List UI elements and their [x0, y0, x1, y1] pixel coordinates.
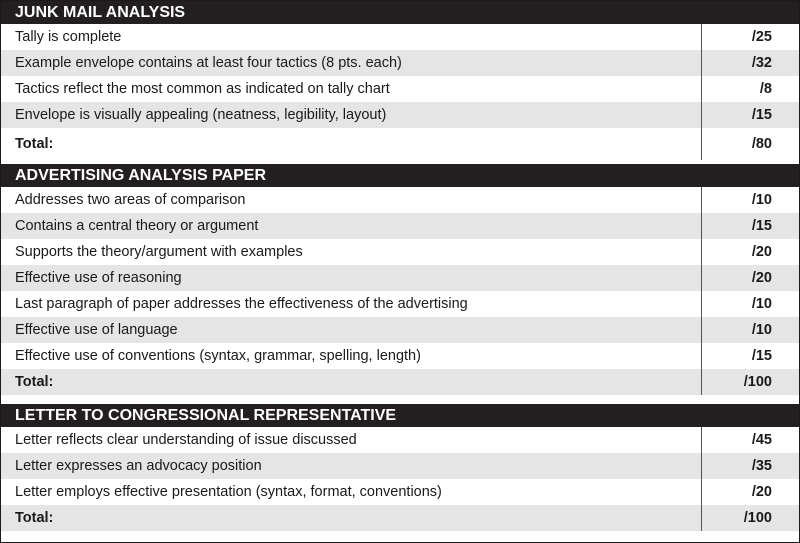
rubric-row [1, 50, 799, 76]
total-points: /100 [701, 369, 799, 395]
rubric-row [1, 343, 799, 369]
points-value: /35 [701, 453, 799, 479]
total-points: /80 [701, 128, 799, 160]
rubric-row [1, 24, 799, 50]
total-points: /100 [701, 505, 799, 531]
rubric-row [1, 291, 799, 317]
total-label: Total: [15, 510, 54, 526]
points-value: /20 [701, 239, 799, 265]
criterion-text: Tally is complete [15, 29, 122, 45]
points-value: /32 [701, 50, 799, 76]
criterion-text: Effective use of language [15, 322, 178, 338]
criterion-text: Contains a central theory or argument [15, 218, 259, 234]
criterion-text: Letter reflects clear understanding of issue discussed [15, 432, 357, 448]
rubric-row [1, 239, 799, 265]
criterion-text: Last paragraph of paper addresses the effectiveness of the advertising [15, 296, 468, 312]
rubric-row [1, 76, 799, 102]
rubric-row [1, 102, 799, 128]
total-row [1, 369, 799, 395]
total-row [1, 505, 799, 531]
section-title: LETTER TO CONGRESSIONAL REPRESENTATIVE [1, 404, 799, 427]
section-title: ADVERTISING ANALYSIS PAPER [1, 164, 799, 187]
rubric-row [1, 453, 799, 479]
rubric-row [1, 265, 799, 291]
points-value: /20 [701, 265, 799, 291]
criterion-text: Letter employs effective presentation (syntax, format, conventions) [15, 484, 442, 500]
rubric-row [1, 187, 799, 213]
criterion-text: Effective use of conventions (syntax, grammar, spelling, length) [15, 348, 421, 364]
points-value: /25 [701, 24, 799, 50]
section-letter-to-congressional-representative [1, 404, 799, 542]
rubric-row [1, 427, 799, 453]
criterion-text: Supports the theory/argument with examples [15, 244, 303, 260]
criterion-text: Example envelope contains at least four tactics (8 pts. each) [15, 55, 402, 71]
section-junk-mail-analysis [1, 1, 799, 164]
total-label: Total: [15, 136, 54, 152]
points-value: /15 [701, 213, 799, 239]
points-value: /10 [701, 291, 799, 317]
rubric-row [1, 213, 799, 239]
points-value: /8 [701, 76, 799, 102]
total-label: Total: [15, 374, 54, 390]
points-value: /10 [701, 187, 799, 213]
criterion-text: Letter expresses an advocacy position [15, 458, 262, 474]
points-value: /15 [701, 102, 799, 128]
criterion-text: Effective use of reasoning [15, 270, 182, 286]
rubric-row [1, 317, 799, 343]
criterion-text: Addresses two areas of comparison [15, 192, 246, 208]
section-advertising-analysis-paper [1, 164, 799, 404]
points-value: /45 [701, 427, 799, 453]
section-title: JUNK MAIL ANALYSIS [1, 1, 799, 24]
total-row [1, 128, 799, 160]
criterion-text: Envelope is visually appealing (neatness, legibility, layout) [15, 107, 387, 123]
points-value: /10 [701, 317, 799, 343]
points-value: /15 [701, 343, 799, 369]
criterion-text: Tactics reflect the most common as indicated on tally chart [15, 81, 390, 97]
rubric-row [1, 479, 799, 505]
points-value: /20 [701, 479, 799, 505]
